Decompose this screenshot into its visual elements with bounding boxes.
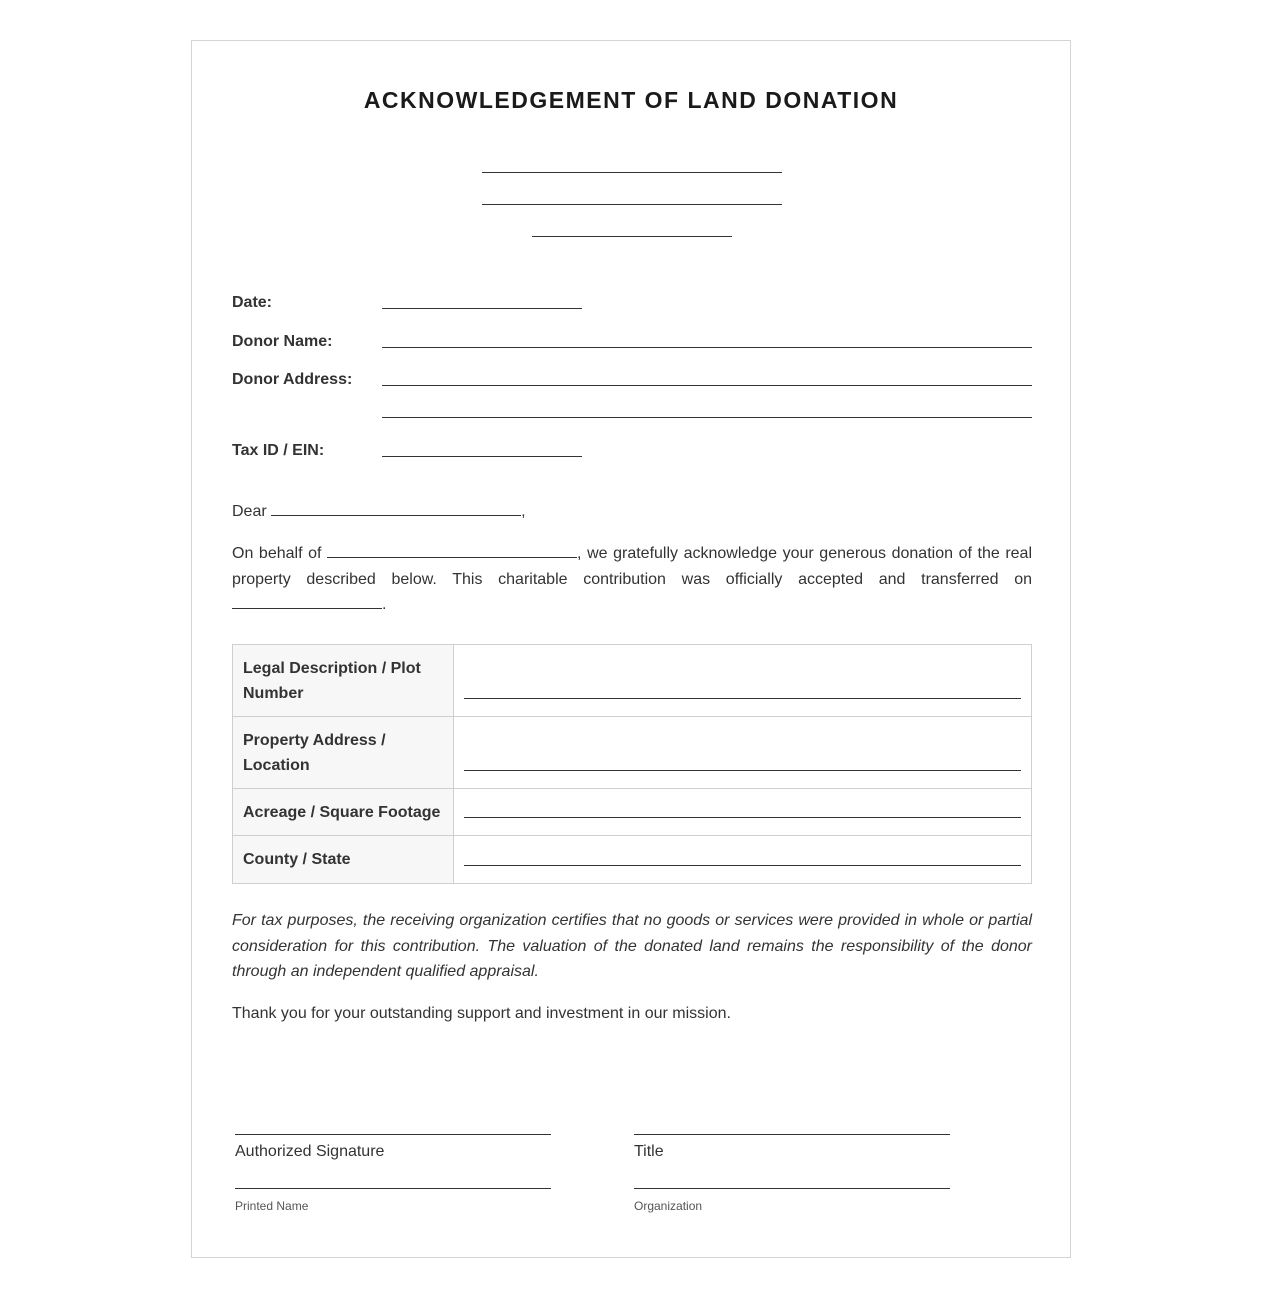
header-blank-line-3[interactable] — [532, 236, 732, 237]
tax-id-label: Tax ID / EIN: — [232, 442, 325, 459]
table-row — [233, 789, 1032, 836]
organization-line[interactable] — [634, 1188, 950, 1189]
acreage-field[interactable] — [464, 817, 1021, 818]
donor-address-label: Donor Address: — [232, 371, 353, 388]
authorized-signature-label: Authorized Signature — [235, 1143, 385, 1160]
legal-description-field[interactable] — [464, 698, 1021, 699]
county-state-label: County / State — [233, 836, 454, 884]
acreage-cell[interactable] — [454, 789, 1032, 836]
acknowledgement-paragraph — [232, 541, 1032, 618]
printed-name-label: Printed Name — [235, 1199, 309, 1213]
salutation-comma: , — [521, 503, 526, 520]
legal-description-cell[interactable] — [454, 645, 1032, 717]
recipient-name-blank[interactable] — [271, 501, 521, 516]
date-field[interactable] — [382, 308, 582, 309]
document-title: ACKNOWLEDGEMENT OF LAND DONATION — [363, 87, 899, 113]
acreage-label: Acreage / Square Footage — [233, 789, 454, 836]
transfer-date-blank[interactable] — [232, 594, 382, 609]
property-address-field[interactable] — [464, 770, 1021, 771]
county-state-cell[interactable] — [454, 836, 1032, 884]
legal-description-label: Legal Description / Plot Number — [233, 645, 454, 717]
table-row — [233, 836, 1032, 884]
date-label: Date: — [232, 294, 273, 311]
donor-address-field-1[interactable] — [382, 385, 1032, 386]
header-blank-line-1[interactable] — [482, 172, 782, 173]
title-label: Title — [634, 1143, 664, 1160]
table-row — [233, 717, 1032, 789]
salutation-text: Dear — [232, 503, 267, 520]
donor-name-label: Donor Name: — [232, 333, 333, 350]
thank-you-text: Thank you for your outstanding support and investment in our mission. — [232, 1005, 731, 1022]
header-blank-line-2[interactable] — [482, 204, 782, 205]
salutation-line — [232, 499, 1032, 525]
title-line[interactable] — [634, 1134, 950, 1135]
property-details-table — [232, 644, 1032, 884]
donor-address-field-2[interactable] — [382, 417, 1032, 418]
organization-label: Organization — [634, 1199, 703, 1213]
donor-name-field[interactable] — [382, 347, 1032, 348]
document-page — [191, 40, 1071, 1258]
tax-id-field[interactable] — [382, 456, 582, 457]
authorized-signature-line[interactable] — [235, 1134, 551, 1135]
property-address-label: Property Address / Location — [233, 717, 454, 789]
behalf-prefix: On behalf of — [232, 545, 322, 562]
tax-statement: For tax purposes, the receiving organization certifies that no goods or services were provided in whole or partial consideration for this contribution. The valuation of the donated land remains the responsibility of the donor through an independent qualified appraisal. — [232, 912, 1032, 980]
table-row — [233, 645, 1032, 717]
organization-name-blank[interactable] — [327, 543, 577, 558]
county-state-field[interactable] — [464, 865, 1021, 866]
acknowledgement-period: . — [382, 596, 387, 613]
property-address-cell[interactable] — [454, 717, 1032, 789]
printed-name-line[interactable] — [235, 1188, 551, 1189]
acknowledgement-text: , we gratefully acknowledge your generous donation of the real property described below. This charitable contribution was officially accepted and transferred on — [232, 545, 1033, 588]
